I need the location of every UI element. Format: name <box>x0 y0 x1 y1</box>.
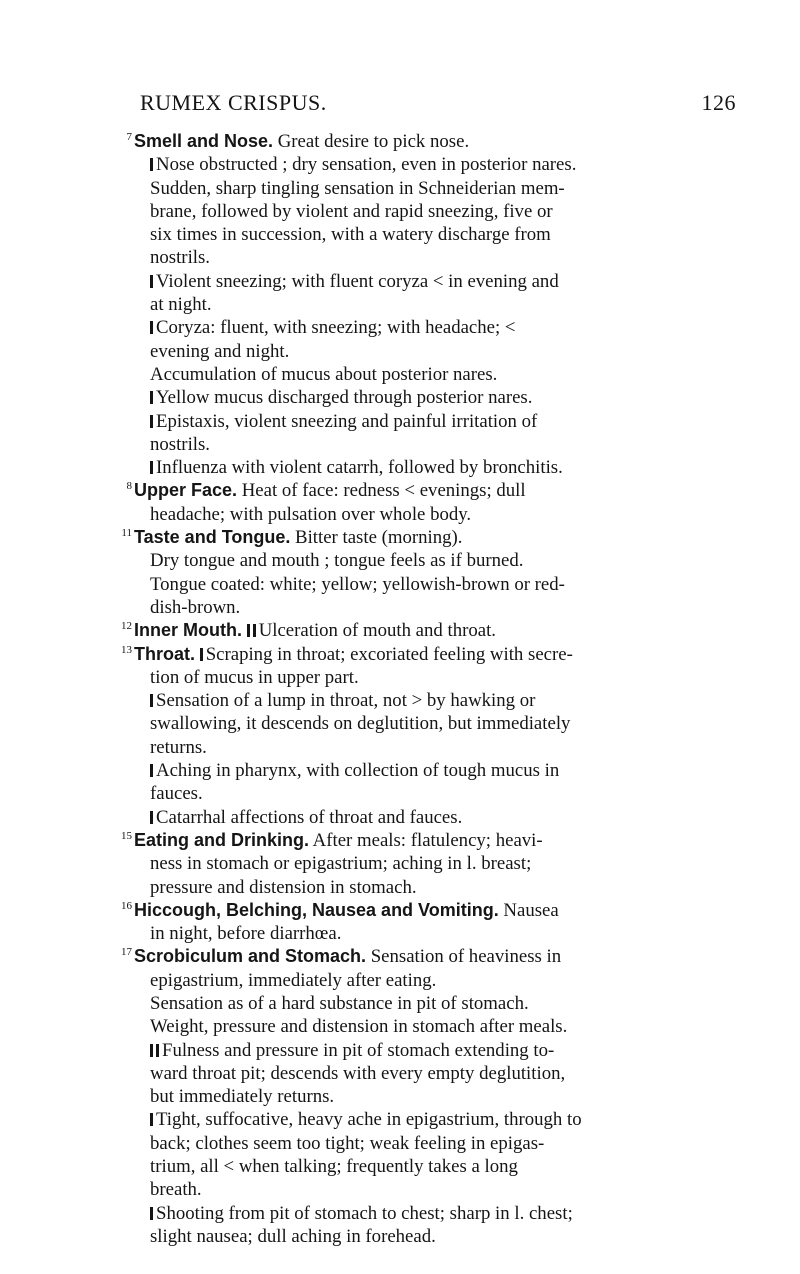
line-text: Accumulation of mucus about posterior nares. <box>150 363 498 385</box>
text-line <box>117 200 747 223</box>
line-text: Sudden, sharp tingling sensation in Schneiderian mem- <box>150 177 565 199</box>
text-line <box>117 177 747 200</box>
line-text: nostrils. <box>150 433 211 455</box>
line-text: Nausea <box>498 899 559 921</box>
line-text: pressure and distension in stomach. <box>150 876 417 898</box>
section-heading-line <box>117 945 747 968</box>
line-text: Catarrhal affections of throat and fauces. <box>156 806 463 828</box>
text-line <box>117 223 747 246</box>
section-heading: Upper Face. <box>134 480 238 501</box>
section-number: 7 <box>126 131 132 143</box>
section-heading-line <box>117 526 747 549</box>
page-body <box>117 130 747 1248</box>
line-text: at night. <box>150 294 212 316</box>
text-line <box>117 1085 747 1108</box>
text-line <box>117 316 747 339</box>
text-line <box>117 340 747 363</box>
text-line <box>117 549 747 572</box>
section-number: 17 <box>121 946 132 959</box>
line-text: Violent sneezing; with fluent coryza < in evening and <box>156 270 559 292</box>
text-line <box>117 386 747 409</box>
emphasis-mark <box>150 158 153 171</box>
emphasis-mark <box>150 1044 153 1057</box>
section-number: 12 <box>121 620 132 633</box>
running-title: RUMEX CRISPUS. <box>140 90 327 115</box>
line-text: Great desire to pick nose. <box>273 131 470 152</box>
emphasis-mark <box>150 1207 153 1220</box>
line-text: returns. <box>150 736 207 758</box>
emphasis-mark <box>150 461 153 474</box>
line-text: epigastrium, immediately after eating. <box>150 969 437 991</box>
line-text: slight nausea; dull aching in forehead. <box>150 1225 436 1247</box>
text-line <box>117 782 747 805</box>
section-number: 11 <box>121 527 132 540</box>
section-heading-line <box>117 899 747 922</box>
line-text: evening and night. <box>150 340 290 362</box>
section-heading: Inner Mouth. <box>134 620 242 641</box>
text-line <box>117 573 747 596</box>
emphasis-mark <box>150 1113 153 1126</box>
emphasis-mark <box>150 694 153 707</box>
line-text: Scraping in throat; excoriated feeling with secre- <box>205 643 573 665</box>
text-line <box>117 246 747 269</box>
text-line <box>117 1015 747 1038</box>
section-heading: Hiccough, Belching, Nausea and Vomiting. <box>134 899 499 920</box>
text-line <box>117 410 747 433</box>
line-text: six times in succession, with a watery discharge from <box>150 224 551 246</box>
emphasis-mark <box>150 321 153 334</box>
line-text: Influenza with violent catarrh, followed by bronchitis. <box>156 457 563 479</box>
line-text: Bitter taste (morning). <box>290 527 463 549</box>
line-text: Weight, pressure and distension in stomach after meals. <box>150 1016 568 1038</box>
line-text: Heat of face: redness < evenings; dull <box>237 480 526 502</box>
line-text: ward throat pit; descends with every empty deglutition, <box>150 1062 566 1084</box>
section-heading-line <box>117 829 747 852</box>
emphasis-mark <box>150 391 153 404</box>
section-heading-line <box>117 479 747 502</box>
section-heading: Smell and Nose. <box>134 131 274 151</box>
line-text: headache; with pulsation over whole body. <box>150 503 472 525</box>
text-line <box>117 456 747 479</box>
line-text: fauces. <box>150 783 203 805</box>
line-text: Shooting from pit of stomach to chest; sharp in l. chest; <box>156 1202 573 1224</box>
text-line <box>117 806 747 829</box>
line-text: tion of mucus in upper part. <box>150 666 359 688</box>
line-text: nostrils. <box>150 247 211 269</box>
line-text: in night, before diarrhœa. <box>150 923 342 945</box>
line-text: Nose obstructed ; dry sensation, even in posterior nares. <box>156 154 577 176</box>
line-text: Aching in pharynx, with collection of tough mucus in <box>156 760 560 782</box>
text-line <box>117 852 747 875</box>
text-line <box>117 596 747 619</box>
text-line <box>117 922 747 945</box>
section-number: 13 <box>121 643 132 656</box>
section-number: 16 <box>121 899 132 912</box>
line-text: brane, followed by violent and rapid sneezing, five or <box>150 200 553 222</box>
text-line <box>117 363 747 386</box>
text-line <box>117 969 747 992</box>
text-line <box>117 992 747 1015</box>
line-text: Sensation of a lump in throat, not > by hawking or <box>156 690 536 712</box>
section-heading: Throat. <box>134 643 195 664</box>
emphasis-mark <box>200 648 203 661</box>
text-line <box>117 666 747 689</box>
page-number: 126 <box>701 90 736 115</box>
text-line <box>117 1225 747 1248</box>
text-line <box>117 1132 747 1155</box>
text-line <box>117 759 747 782</box>
emphasis-mark <box>150 275 153 288</box>
section-heading: Taste and Tongue. <box>134 527 291 548</box>
emphasis-mark <box>150 811 153 824</box>
text-line <box>117 1108 747 1131</box>
emphasis-mark <box>156 1044 159 1057</box>
text-line <box>117 689 747 712</box>
text-line <box>117 712 747 735</box>
text-line <box>117 433 747 456</box>
line-text: Yellow mucus discharged through posterior nares. <box>156 387 533 409</box>
text-line <box>117 1202 747 1225</box>
section-heading-line <box>117 619 747 642</box>
text-line <box>117 1178 747 1201</box>
line-text: After meals: flatulency; heavi- <box>309 829 543 851</box>
section-heading: Eating and Drinking. <box>134 829 310 850</box>
line-text: Sensation of heaviness in <box>366 946 562 968</box>
line-text: trium, all < when talking; frequently takes a long <box>150 1156 518 1178</box>
section-heading-line <box>117 130 747 153</box>
text-line <box>117 1039 747 1062</box>
line-text: Fulness and pressure in pit of stomach extending to- <box>162 1039 555 1061</box>
section-number: 8 <box>126 480 132 493</box>
emphasis-mark <box>253 624 256 637</box>
section-heading-line <box>117 643 747 666</box>
emphasis-mark <box>247 624 250 637</box>
line-text: breath. <box>150 1179 202 1201</box>
line-text: Tight, suffocative, heavy ache in epigastrium, through to <box>156 1109 582 1131</box>
section-number: 15 <box>121 829 132 842</box>
text-line <box>117 270 747 293</box>
section-heading: Scrobiculum and Stomach. <box>134 946 367 967</box>
emphasis-mark <box>150 415 153 428</box>
text-line <box>117 1062 747 1085</box>
line-text: Dry tongue and mouth ; tongue feels as if burned. <box>150 550 524 572</box>
text-line <box>117 153 747 176</box>
line-text: Ulceration of mouth and throat. <box>258 620 496 642</box>
text-line <box>117 876 747 899</box>
text-line <box>117 293 747 316</box>
line-text: back; clothes seem too tight; weak feeling in epigas- <box>150 1132 545 1154</box>
running-header <box>140 90 736 122</box>
line-text: dish-brown. <box>150 596 241 618</box>
text-line <box>117 1155 747 1178</box>
line-text: Epistaxis, violent sneezing and painful irritation of <box>156 410 538 432</box>
line-text: swallowing, it descends on deglutition, but immediately <box>150 713 571 735</box>
line-text: ness in stomach or epigastrium; aching in l. breast; <box>150 853 532 875</box>
line-text: but immediately returns. <box>150 1086 335 1108</box>
line-text: Tongue coated: white; yellow; yellowish-brown or red- <box>150 573 565 595</box>
text-line <box>117 503 747 526</box>
line-text: Coryza: fluent, with sneezing; with headache; < <box>156 317 516 339</box>
emphasis-mark <box>150 764 153 777</box>
line-text: Sensation as of a hard substance in pit of stomach. <box>150 992 529 1014</box>
text-line <box>117 736 747 759</box>
